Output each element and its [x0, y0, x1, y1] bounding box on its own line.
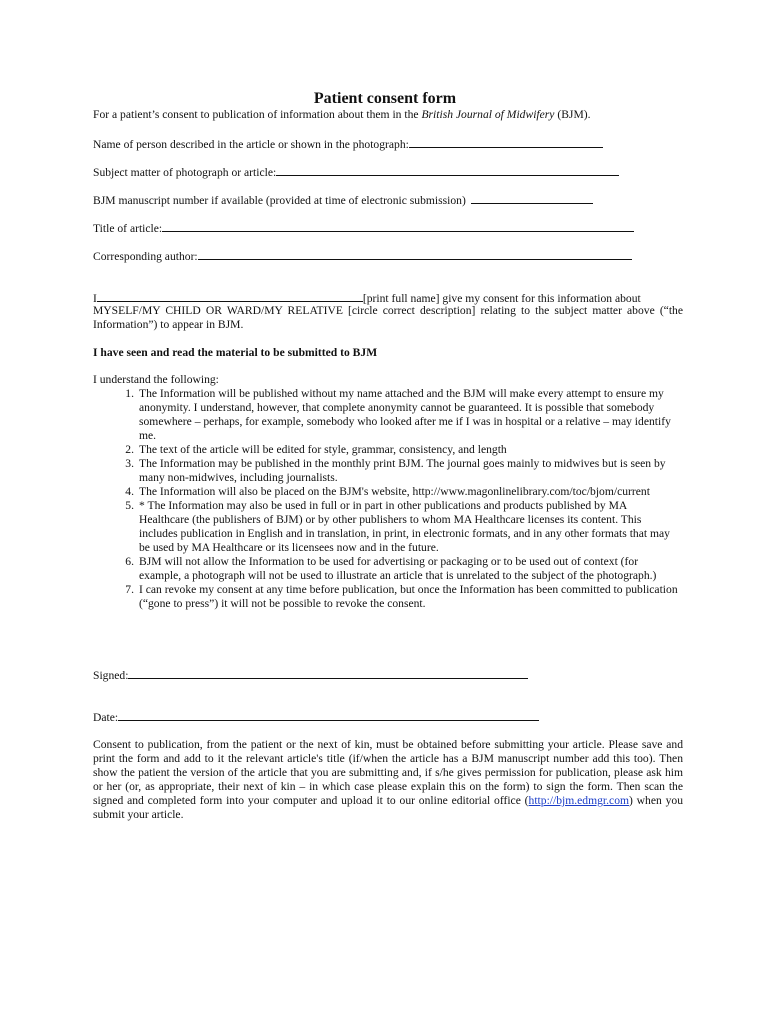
subject-matter-input-line[interactable]	[276, 164, 619, 176]
list-number: 1.	[125, 387, 134, 400]
full-name-input-line[interactable]	[97, 290, 363, 302]
list-text: BJM will not allow the Information to be used for advertising or packaging or to be used out of context (for example, a photograph will not be used to illustrate an article that is unrelated to the subject of the photograph.)	[139, 555, 657, 582]
list-item	[125, 583, 679, 611]
date-input-line[interactable]	[118, 709, 539, 721]
list-item	[125, 555, 679, 583]
consent-prefix: I	[93, 292, 97, 305]
list-item	[125, 457, 679, 485]
list-text: The Information may be published in the monthly print BJM. The journal goes mainly to midwives but is seen by many non-midwives, including journalists.	[139, 457, 666, 484]
list-number: 2.	[125, 443, 134, 456]
list-text: The text of the article will be edited for style, grammar, consistency, and length	[139, 443, 507, 456]
list-number: 4.	[125, 485, 134, 498]
list-number: 3.	[125, 457, 134, 470]
field-person-name	[93, 136, 603, 152]
field-label: Corresponding author:	[93, 250, 198, 263]
understand-heading: I understand the following:	[93, 373, 219, 386]
manuscript-number-input-line[interactable]	[471, 192, 593, 204]
editorial-office-link[interactable]: http://bjm.edmgr.com	[528, 794, 630, 807]
article-title-input-line[interactable]	[162, 220, 634, 232]
list-number: 6.	[125, 555, 134, 568]
signature-input-line[interactable]	[128, 667, 528, 679]
field-label: Subject matter of photograph or article:	[93, 166, 277, 179]
list-text: The Information will be published without my name attached and the BJM will make every attempt to ensure my anonymity. I understand, however, that complete anonymity cannot be guaranteed. It is possible that somebody somewhere – perhaps, for example, somebody who looked after me if I was in hospital or a relative – may identify me.	[139, 387, 671, 442]
date-field	[93, 709, 539, 725]
field-label: BJM manuscript number if available (provided at time of electronic submission)	[93, 194, 466, 207]
form-intro	[93, 108, 591, 122]
consent-statement-rest: MYSELF/MY CHILD OR WARD/MY RELATIVE [circle correct description] relating to the subject matter above (“the Information”) to appear in BJM.	[93, 304, 683, 331]
corresponding-author-input-line[interactable]	[198, 248, 632, 260]
list-item	[125, 443, 679, 457]
list-item	[125, 499, 679, 555]
closing-instructions	[93, 738, 683, 822]
field-label: Title of article:	[93, 222, 163, 235]
list-text: The Information will also be placed on the BJM's website, http://www.magonlinelibrary.com/toc/bjom/current	[139, 485, 650, 498]
list-text: I can revoke my consent at any time before publication, but once the Information has been committed to publication (“gone to press”) it will not be possible to revoke the consent.	[139, 583, 678, 610]
journal-name: British Journal of Midwifery	[421, 108, 555, 121]
page-title: Patient consent form	[313, 90, 457, 107]
consent-text: [print full name] give my consent for this information about	[362, 292, 641, 305]
list-text: * The Information may also be used in full or in part in other publications and products published by MA Healthcare (the publishers of BJM) or by other publishers to whom MA Healthcare licenses its content. This includes publication in English and in translation, in print, in electronic formats, and in any other formats that may be used by MA Healthcare or its licensees now and in the future.	[139, 499, 670, 554]
list-number: 5.	[125, 499, 134, 512]
list-item	[125, 485, 679, 499]
understanding-list	[93, 387, 679, 611]
signed-label: Signed:	[93, 669, 129, 682]
intro-text: For a patient’s consent to publication of information about them in the	[93, 108, 422, 121]
date-label: Date:	[93, 711, 119, 724]
list-item	[125, 387, 679, 443]
seen-material-heading: I have seen and read the material to be submitted to BJM	[93, 346, 378, 359]
field-subject-matter	[93, 164, 619, 180]
person-name-input-line[interactable]	[409, 136, 603, 148]
intro-suffix: (BJM).	[554, 108, 591, 121]
closing-text: Consent to publication, from the patient or the next of kin, must be obtained before submitting your article. Please save and print the form and add to it the relevant article's title (if/when the article has a BJM manuscript number add this too). Then show the patient the version of the article that you are submitting and, if s/he gives permission for publication, please ask him or her (or, as appropriate, their next of kin – in which case please explain this on the form) to sign the form. Then scan the signed and completed form into your computer and upload it to our online editorial office (	[93, 738, 683, 807]
field-article-title	[93, 220, 634, 236]
field-manuscript-number	[93, 192, 593, 208]
field-label: Name of person described in the article or shown in the photograph:	[93, 138, 409, 151]
field-corresponding-author	[93, 248, 632, 264]
closing-end: ) when you submit your article.	[93, 794, 683, 821]
signature-field	[93, 667, 528, 683]
list-number: 7.	[125, 583, 134, 596]
